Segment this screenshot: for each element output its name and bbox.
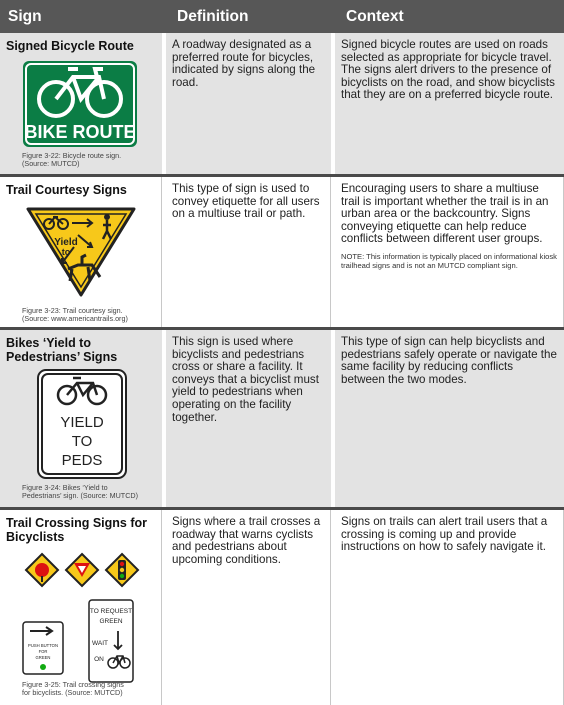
signal-ahead-sign bbox=[106, 554, 138, 586]
table-header bbox=[0, 0, 564, 33]
bike-route-sign-image bbox=[23, 61, 137, 147]
yield-sign-text: TO bbox=[71, 433, 93, 450]
definition-cell: This sign is used where bicyclists and pedestrians cross or share a facility. It conveys that a bicyclist must yield to pedestrians when operating on the facility together. bbox=[166, 330, 331, 507]
table-row bbox=[0, 510, 564, 705]
definition-cell: Signs where a trail crosses a roadway that warns cyclists and pedestrians about upcoming conditions. bbox=[166, 510, 331, 705]
table-row bbox=[0, 33, 564, 174]
sign-title: Trail Crossing Signs for Bicyclists bbox=[6, 516, 147, 544]
table-row bbox=[0, 330, 564, 507]
svg-text:WAIT: WAIT bbox=[91, 640, 109, 647]
figure-caption: Figure 3-24: Bikes ‘Yield to Pedestrians’ sign. (Source: MUTCD) bbox=[22, 483, 138, 501]
context-cell: Encouraging users to share a multiuse trail is important whether the trail is in an urban area or the backcountry. Signs conveying etiquette can help reduce conflicts between different user groups. NOTE: This information is typically placed on informational kiosk trailhead signs and is not an MUTCD compliant sign. bbox=[335, 177, 564, 327]
table-row bbox=[0, 177, 564, 327]
request-green-sign-image bbox=[88, 599, 134, 683]
header-definition: Definition bbox=[177, 8, 249, 25]
bike-route-sign-text: BIKE ROUTE bbox=[24, 122, 136, 142]
definition-cell: A roadway designated as a preferred route for bicycles, indicated by signs along the road. bbox=[166, 33, 331, 174]
figure-caption: Figure 3-25: Trail crossing signs for bicyclists. (Source: MUTCD) bbox=[22, 680, 124, 698]
yield-to-peds-sign-image bbox=[37, 369, 127, 479]
sign-title: Trail Courtesy Signs bbox=[6, 183, 127, 197]
svg-text:ON: ON bbox=[94, 656, 104, 663]
header-context: Context bbox=[346, 8, 404, 25]
svg-text:GREEN: GREEN bbox=[99, 618, 123, 625]
sign-cell bbox=[0, 330, 162, 507]
header-sign: Sign bbox=[8, 8, 42, 25]
sign-cell bbox=[0, 177, 162, 327]
context-cell: Signed bicycle routes are used on roads selected as appropriate for bicycle travel. The signs alert drivers to the presence of bicyclists on the road, and show bicyclists that they are on a preferred bicycle route. bbox=[335, 33, 564, 174]
crossing-warning-signs-image bbox=[24, 552, 140, 592]
sign-cell bbox=[0, 33, 162, 174]
yield-sign-text: PEDS bbox=[61, 452, 103, 469]
sign-title: Bikes ‘Yield to Pedestrians’ Signs bbox=[6, 336, 118, 364]
context-note: NOTE: This information is typically placed on informational kiosk trailhead signs and is not an MUTCD compliant sign. bbox=[341, 251, 557, 270]
svg-text:TO REQUEST: TO REQUEST bbox=[89, 608, 133, 615]
stop-ahead-sign bbox=[26, 554, 58, 586]
yield-ahead-sign bbox=[66, 554, 98, 586]
trail-courtesy-sign-image bbox=[22, 203, 140, 299]
yield-sign-text: YIELD bbox=[60, 414, 104, 431]
svg-text:FOR: FOR bbox=[38, 649, 48, 654]
figure-caption: Figure 3-23: Trail courtesy sign. (Source: www.americantrails.org) bbox=[22, 306, 128, 324]
definition-cell: This type of sign is used to convey etiquette for all users on a multiuse trail or path. bbox=[166, 177, 331, 327]
sign-title: Signed Bicycle Route bbox=[6, 39, 134, 53]
figure-caption: Figure 3-22: Bicycle route sign. (Source: MUTCD) bbox=[22, 151, 122, 169]
svg-text:PUSH BUTTON: PUSH BUTTON bbox=[28, 643, 58, 648]
courtesy-sign-text: Yield bbox=[54, 237, 78, 248]
courtesy-sign-text: to bbox=[61, 247, 71, 257]
svg-text:GREEN: GREEN bbox=[35, 655, 51, 660]
context-cell: Signs on trails can alert trail users that a crossing is coming up and provide instructions on how to safely navigate it. bbox=[335, 510, 564, 705]
push-button-sign-image bbox=[22, 621, 64, 675]
sign-cell bbox=[0, 510, 162, 705]
context-cell: This type of sign can help bicyclists and pedestrians safely operate or navigate the same facility by reducing conflicts between the two modes. bbox=[335, 330, 564, 507]
